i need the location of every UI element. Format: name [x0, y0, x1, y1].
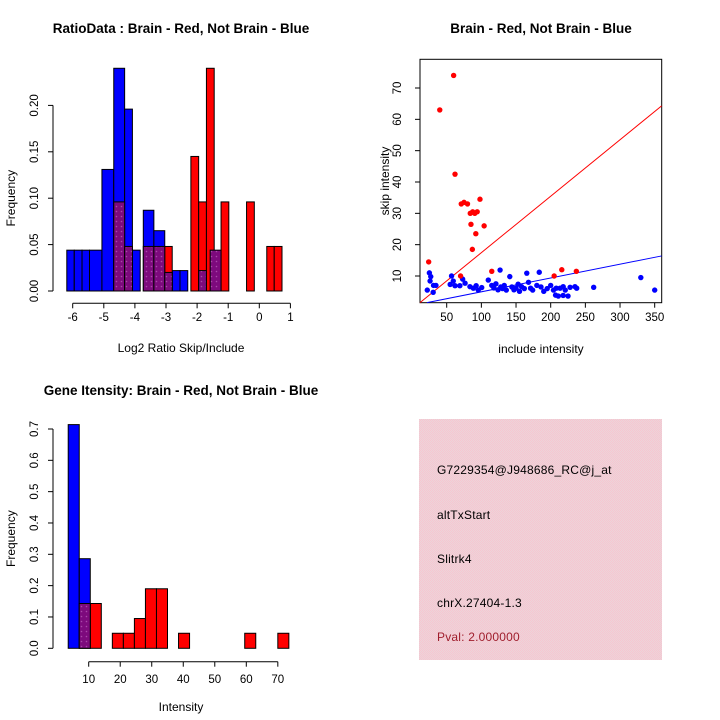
histogram-bar-red: [112, 633, 123, 648]
scatter-point-blue: [530, 287, 535, 292]
x-tick-label: -5: [98, 312, 109, 324]
scatter-point-blue: [452, 283, 457, 288]
histogram-bar-blue: [74, 250, 82, 291]
scatter-point-red: [574, 269, 579, 274]
x-tick-label: -6: [67, 312, 78, 324]
y-tick-label: 0.10: [29, 187, 41, 210]
scatter-point-red: [470, 247, 475, 252]
histogram-bar-overlap: [210, 250, 221, 291]
y-tick-label: 20: [392, 238, 404, 252]
x-axis-title: include intensity: [498, 342, 584, 356]
x-tick-label: -2: [191, 312, 203, 324]
info-panel: [419, 419, 662, 660]
x-tick-label: 150: [506, 312, 526, 324]
y-tick-label: 0.05: [29, 233, 41, 256]
scatter-point-blue: [563, 287, 568, 292]
histogram-bar-red: [267, 246, 274, 291]
x-tick-label: 100: [471, 312, 491, 324]
x-tick-label: 60: [239, 674, 253, 686]
scatter-point-blue: [652, 287, 657, 292]
x-tick-label: 50: [208, 674, 222, 686]
histogram-bar-overlap: [154, 246, 165, 291]
x-tick-label: -4: [129, 312, 141, 324]
scatter-point-blue: [522, 286, 527, 291]
x-tick-label: 70: [271, 674, 285, 686]
scatter-point-blue: [591, 285, 596, 290]
histogram-bar-overlap: [143, 246, 154, 291]
pval-text: Pval: 2.000000: [437, 630, 520, 644]
y-tick-label: 40: [392, 175, 404, 189]
histogram-bar-red: [123, 633, 134, 648]
ratio-histogram-panel: [0, 0, 360, 360]
scatter-point-red: [559, 267, 564, 272]
scatter-point-blue: [517, 289, 522, 294]
y-axis-title: skip intensity: [378, 146, 392, 216]
y-tick-label: 30: [392, 206, 404, 220]
intensity-scatter-panel: [360, 0, 720, 360]
scatter-point-blue: [430, 290, 435, 295]
scatter-point-blue: [565, 293, 570, 298]
y-tick-label: 0.7: [29, 420, 41, 437]
scatter-point-red: [437, 107, 442, 112]
scatter-point-blue: [479, 285, 484, 290]
x-tick-label: 1: [287, 312, 294, 324]
x-tick-label: 300: [610, 312, 630, 324]
histogram-bar-blue: [172, 271, 180, 291]
scatter-point-red: [481, 223, 486, 228]
histogram-bar-overlap: [114, 202, 125, 291]
histogram-bar-red: [191, 156, 199, 291]
x-tick-label: 40: [176, 674, 190, 686]
x-axis-title: Log2 Ratio Skip/Include: [117, 341, 245, 355]
panel-title: Brain - Red, Not Brain - Blue: [450, 21, 632, 36]
scatter-point-blue: [548, 283, 553, 288]
scatter-point-blue: [556, 293, 561, 298]
scatter-point-blue: [502, 283, 507, 288]
scatter-point-blue: [526, 280, 531, 285]
scatter-point-blue: [567, 285, 572, 290]
location-text: chrX.27404-1.3: [437, 596, 522, 610]
scatter-point-red: [465, 201, 470, 206]
y-tick-label: 0.00: [29, 279, 41, 303]
histogram-bar-red: [179, 633, 190, 648]
x-axis-title: Intensity: [158, 700, 204, 714]
x-tick-label: 50: [440, 312, 454, 324]
histogram-bar-blue: [82, 250, 89, 291]
event-type-text: altTxStart: [437, 508, 491, 522]
scatter-point-blue: [537, 270, 542, 275]
scatter-point-red: [551, 273, 556, 278]
gene-intensity-histogram-panel: [0, 360, 360, 720]
y-tick-label: 0.5: [29, 483, 41, 500]
y-tick-label: 0.20: [29, 94, 41, 117]
histogram-bar-overlap: [79, 603, 90, 648]
histogram-bar-overlap: [125, 246, 133, 291]
scatter-point-red: [475, 209, 480, 214]
histogram-bar-red: [145, 589, 156, 649]
scatter-point-red: [458, 273, 463, 278]
y-tick-label: 0.4: [29, 514, 41, 531]
scatter-point-blue: [462, 281, 467, 286]
x-tick-label: 20: [113, 674, 127, 686]
x-tick-label: 10: [82, 674, 96, 686]
histogram-bar-blue: [89, 250, 101, 291]
x-tick-label: 250: [575, 312, 595, 324]
scatter-point-blue: [447, 282, 452, 287]
y-tick-label: 0.15: [29, 140, 41, 163]
y-tick-label: 10: [392, 269, 404, 283]
scatter-point-red: [489, 269, 494, 274]
x-tick-label: 30: [145, 674, 159, 686]
histogram-bar-red: [278, 633, 289, 648]
y-tick-label: 0.0: [29, 640, 41, 657]
y-tick-label: 70: [392, 81, 404, 95]
scatter-point-blue: [638, 275, 643, 280]
scatter-point-red: [426, 259, 431, 264]
gene-name-text: Slitrk4: [437, 552, 472, 566]
histogram-bar-blue: [132, 250, 140, 291]
panel-title: Gene Itensity: Brain - Red, Not Brain - Blue: [43, 383, 319, 398]
histogram-bar-red: [274, 246, 282, 291]
histogram-bar-blue: [180, 271, 188, 291]
scatter-point-red: [468, 222, 473, 227]
probe-id-text: G7229354@J948686_RC@j_at: [437, 463, 612, 477]
y-tick-label: 0.2: [29, 577, 41, 594]
histogram-bar-red: [90, 603, 101, 648]
y-tick-label: 60: [392, 112, 404, 126]
histogram-bar-overlap: [199, 271, 207, 291]
histogram-bar-red: [247, 202, 255, 291]
scatter-point-red: [473, 231, 478, 236]
scatter-point-blue: [560, 293, 565, 298]
histogram-bar-red: [221, 202, 229, 291]
y-tick-label: 50: [392, 144, 404, 158]
scatter-point-blue: [504, 287, 509, 292]
scatter-point-red: [452, 171, 457, 176]
y-tick-label: 0.1: [29, 608, 41, 625]
x-tick-label: 0: [256, 312, 263, 324]
x-tick-label: 350: [645, 312, 665, 324]
scatter-point-blue: [507, 274, 512, 279]
y-tick-label: 0.3: [29, 546, 41, 563]
histogram-bar-blue: [67, 250, 74, 291]
y-axis-title: Frequency: [4, 169, 18, 227]
scatter-point-blue: [497, 267, 502, 272]
scatter-point-blue: [486, 277, 491, 282]
x-tick-label: -1: [223, 312, 234, 324]
y-tick-label: 0.6: [29, 452, 41, 469]
scatter-point-blue: [427, 278, 432, 283]
x-tick-label: -3: [160, 312, 172, 324]
y-axis-title: Frequency: [4, 510, 18, 567]
histogram-bar-red: [245, 633, 256, 648]
panel-title: RatioData : Brain - Red, Not Brain - Blue: [52, 21, 310, 36]
scatter-point-blue: [425, 287, 430, 292]
scatter-point-blue: [524, 270, 529, 275]
scatter-point-red: [451, 73, 456, 78]
histogram-bar-blue: [68, 425, 79, 649]
scatter-point-red: [477, 197, 482, 202]
x-tick-label: 200: [541, 312, 561, 324]
scatter-point-blue: [433, 283, 438, 288]
histogram-bar-blue: [102, 169, 114, 291]
scatter-point-blue: [493, 281, 498, 286]
histogram-bar-red: [156, 589, 167, 649]
histogram-bar-red: [134, 619, 145, 649]
scatter-point-blue: [449, 273, 454, 278]
scatter-point-blue: [574, 286, 579, 291]
histogram-bar-overlap: [165, 272, 172, 291]
scatter-point-blue: [457, 283, 462, 288]
plot-box: [420, 59, 662, 302]
